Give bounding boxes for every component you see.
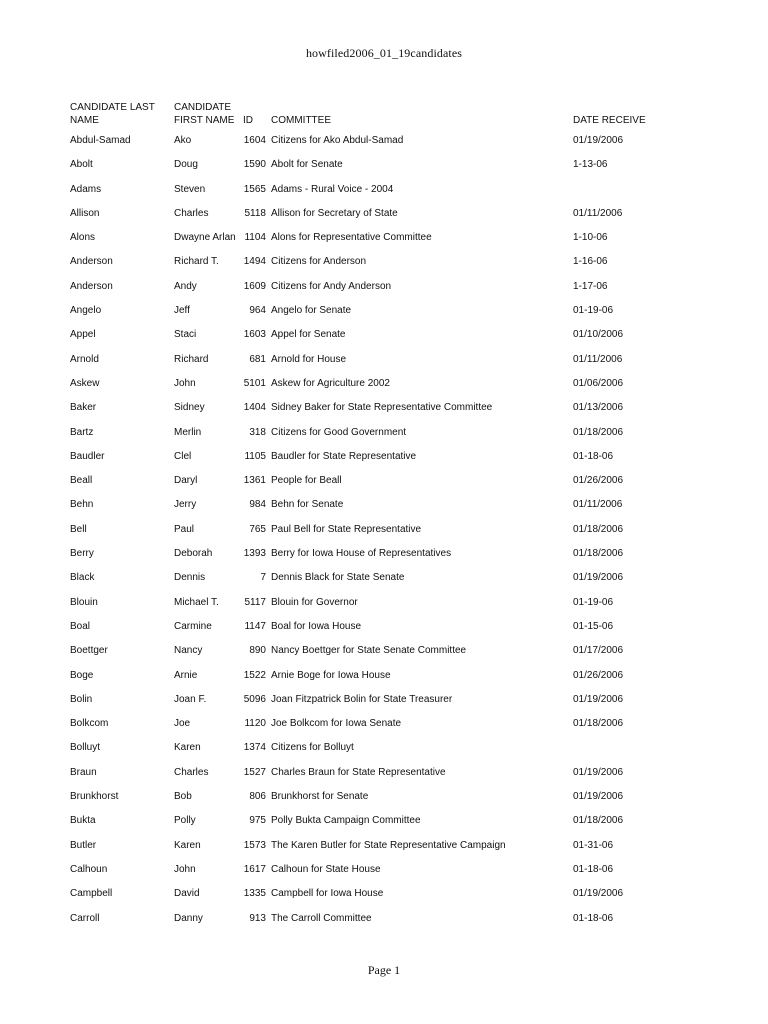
cell-first-name: Staci [174,329,197,341]
cell-last-name: Angelo [70,305,102,317]
header-line: NAME [70,114,99,126]
table-row [0,299,768,323]
cell-id: 1361 [243,475,266,487]
cell-first-name: Paul [174,523,195,535]
cell-first-name: Charles [174,766,209,778]
cell-committee: Blouin for Governor [271,596,358,608]
cell-last-name: Bolkcom [70,718,109,730]
cell-last-name: Beall [70,475,93,487]
cell-date-received: 01-15-06 [573,620,614,632]
cell-first-name: Dennis [174,572,206,584]
table-row [0,712,768,736]
cell-first-name: Karen [174,839,201,851]
cell-date-received: 1-13-06 [573,159,608,171]
cell-date-received: 01/18/2006 [573,426,624,438]
cell-first-name: David [174,888,200,900]
table-row [0,445,768,469]
cell-committee: Alons for Representative Committee [271,232,432,244]
cell-date-received: 01/11/2006 [573,499,623,511]
cell-date-received: 01/18/2006 [573,523,624,535]
cell-committee: Citizens for Ako Abdul-Samad [271,135,404,146]
cell-date-received: 1-16-06 [573,256,608,268]
cell-committee: The Carroll Committee [271,912,372,924]
cell-date-received: 01/18/2006 [573,548,624,560]
cell-first-name: Daryl [174,475,198,487]
cell-last-name: Abdul-Samad [70,135,131,146]
cell-committee: Appel for Senate [271,329,346,341]
cell-last-name: Butler [70,839,97,851]
header-line: CANDIDATE [174,102,232,113]
table-row [0,323,768,347]
header-line: FIRST NAME [174,114,235,126]
cell-first-name: Joan F. [174,693,207,705]
cell-first-name: Ako [174,135,192,146]
cell-last-name: Appel [70,329,96,341]
cell-committee: Citizens for Andy Anderson [271,280,392,292]
cell-id: 1573 [243,839,266,851]
cell-last-name: Allison [70,207,100,219]
cell-date-received: 01/11/2006 [573,207,623,219]
cell-date-received: 01/18/2006 [573,815,624,827]
cell-committee: Askew for Agriculture 2002 [271,377,390,389]
cell-id: 5101 [243,377,266,389]
cell-last-name: Boettger [70,645,108,657]
table-row [0,761,768,785]
cell-id: 890 [249,645,266,657]
cell-first-name: Doug [174,159,198,171]
cell-last-name: Bukta [70,815,96,827]
cell-id: 1335 [243,888,266,900]
cell-id: 1147 [244,620,266,632]
cell-date-received: 01-18-06 [573,863,614,875]
cell-id: 318 [249,426,266,438]
header-line: ID [243,114,253,126]
cell-committee: Angelo for Senate [271,305,352,317]
cell-id: 964 [249,305,266,317]
cell-first-name: Deborah [174,548,213,560]
cell-date-received: 01/10/2006 [573,329,624,341]
cell-id: 5117 [244,596,266,608]
cell-id: 913 [249,912,266,924]
cell-last-name: Anderson [70,256,113,268]
cell-date-received: 01-18-06 [573,912,614,924]
cell-committee: Charles Braun for State Representative [271,766,446,778]
cell-committee: Baudler for State Representative [271,450,417,462]
cell-id: 5096 [243,693,266,705]
cell-id: 1105 [244,450,266,462]
cell-last-name: Adams [70,183,102,195]
cell-date-received: 1-10-06 [573,232,608,244]
cell-date-received: 01/19/2006 [573,693,624,705]
table-row [0,202,768,226]
cell-committee: The Karen Butler for State Representative Campaign [271,839,506,851]
cell-id: 1617 [243,863,266,875]
cell-last-name: Carroll [70,912,100,924]
cell-committee: Joe Bolkcom for Iowa Senate [271,718,402,730]
cell-date-received: 01-19-06 [573,305,614,317]
cell-first-name: Dwayne Arlan [174,232,236,244]
cell-last-name: Calhoun [70,863,108,875]
cell-last-name: Berry [70,548,94,560]
cell-committee: Adams - Rural Voice - 2004 [271,183,394,195]
cell-committee: Behn for Senate [271,499,344,511]
cell-id: 1393 [243,548,266,560]
cell-last-name: Baudler [70,450,105,462]
cell-id: 681 [249,353,266,365]
header-id [243,97,253,127]
cell-committee: Sidney Baker for State Representative Committee [271,402,493,414]
table-row [0,153,768,177]
cell-committee: Dennis Black for State Senate [271,572,405,584]
cell-last-name: Bolluyt [70,742,101,754]
cell-date-received: 01/26/2006 [573,669,624,681]
cell-date-received: 01-18-06 [573,450,614,462]
cell-id: 1404 [243,402,266,414]
cell-first-name: Polly [174,815,196,827]
table-row [0,178,768,202]
table-row [0,664,768,688]
cell-committee: People for Beall [271,475,342,487]
cell-committee: Polly Bukta Campaign Committee [271,815,421,827]
cell-first-name: Charles [174,207,209,219]
cell-first-name: John [174,377,196,389]
candidate-table-body [0,129,768,931]
cell-date-received: 01-31-06 [573,839,614,851]
cell-id: 1603 [243,329,266,341]
table-row [0,469,768,493]
cell-first-name: Steven [174,183,206,195]
cell-id: 1522 [243,669,266,681]
table-row [0,688,768,712]
cell-committee: Citizens for Bolluyt [271,742,354,754]
table-row [0,250,768,274]
cell-date-received: 01/17/2006 [573,645,624,657]
header-committee [271,97,331,127]
cell-first-name: Nancy [174,645,203,657]
table-row [0,129,768,153]
cell-date-received: 01/26/2006 [573,475,624,487]
cell-first-name: Richard [174,353,209,365]
cell-committee: Citizens for Good Government [271,426,407,438]
header-line: DATE RECEIVE [573,114,646,126]
cell-first-name: Jerry [174,499,197,511]
cell-first-name: Richard T. [174,256,219,268]
cell-id: 7 [260,572,266,584]
cell-date-received: 01/19/2006 [573,766,624,778]
cell-committee: Nancy Boettger for State Senate Committee [271,645,467,657]
cell-first-name: Jeff [174,305,190,317]
table-row [0,785,768,809]
cell-first-name: Karen [174,742,201,754]
cell-committee: Campbell for Iowa House [271,888,384,900]
cell-last-name: Braun [70,766,97,778]
cell-committee: Boal for Iowa House [271,620,362,632]
cell-date-received: 01/19/2006 [573,572,624,584]
table-row [0,348,768,372]
cell-first-name: Clel [174,450,192,462]
cell-date-received: 1-17-06 [573,280,608,292]
cell-first-name: John [174,863,196,875]
table-header [0,97,768,127]
header-candidate-last-name [70,97,155,127]
cell-date-received: 01/19/2006 [573,888,624,900]
cell-id: 806 [249,791,266,803]
table-row [0,736,768,760]
cell-first-name: Carmine [174,620,212,632]
cell-committee: Arnold for House [271,353,347,365]
cell-committee: Calhoun for State House [271,863,381,875]
cell-first-name: Andy [174,280,197,292]
cell-id: 1604 [243,135,266,146]
cell-date-received: 01/11/2006 [573,353,623,365]
cell-date-received: 01/19/2006 [573,791,624,803]
cell-committee: Brunkhorst for Senate [271,791,369,803]
document-title: howfiled2006_01_19candidates [305,46,463,60]
cell-last-name: Campbell [70,888,113,900]
table-row [0,858,768,882]
table-row [0,421,768,445]
table-row [0,882,768,906]
cell-id: 765 [249,523,266,535]
cell-last-name: Bolin [70,693,93,705]
cell-first-name: Arnie [174,669,198,681]
cell-id: 1494 [243,256,266,268]
page-number: Page 1 [367,963,401,977]
cell-committee: Joan Fitzpatrick Bolin for State Treasurer [271,693,453,705]
cell-date-received: 01/18/2006 [573,718,624,730]
table-row [0,396,768,420]
cell-last-name: Blouin [70,596,98,608]
cell-first-name: Sidney [174,402,205,414]
cell-last-name: Boal [70,620,91,632]
cell-last-name: Bell [70,523,87,535]
header-date-received [573,97,646,127]
cell-first-name: Merlin [174,426,202,438]
cell-id: 975 [249,815,266,827]
header-line: COMMITTEE [271,114,331,126]
cell-date-received: 01-19-06 [573,596,614,608]
table-row [0,591,768,615]
cell-committee: Allison for Secretary of State [271,207,398,219]
cell-id: 1609 [243,280,266,292]
cell-committee: Paul Bell for State Representative [271,523,422,535]
table-row [0,566,768,590]
table-row [0,639,768,663]
cell-last-name: Behn [70,499,94,511]
cell-id: 1374 [243,742,266,754]
cell-last-name: Arnold [70,353,99,365]
cell-date-received: 01/13/2006 [573,402,624,414]
cell-id: 5118 [244,207,266,219]
cell-id: 1527 [243,766,266,778]
table-row [0,226,768,250]
table-row [0,518,768,542]
table-row [0,493,768,517]
cell-last-name: Anderson [70,280,113,292]
table-row [0,907,768,931]
table-row [0,834,768,858]
cell-committee: Berry for Iowa House of Representatives [271,548,452,560]
cell-committee: Abolt for Senate [271,159,343,171]
table-row [0,615,768,639]
cell-id: 1565 [243,183,266,195]
cell-id: 1590 [243,159,266,171]
cell-last-name: Bartz [70,426,94,438]
cell-last-name: Baker [70,402,97,414]
cell-last-name: Alons [70,232,96,244]
cell-first-name: Bob [174,791,192,803]
cell-date-received: 01/19/2006 [573,135,624,146]
table-row [0,809,768,833]
table-row [0,372,768,396]
cell-last-name: Brunkhorst [70,791,119,803]
cell-date-received: 01/06/2006 [573,377,624,389]
table-row [0,542,768,566]
cell-first-name: Danny [174,912,203,924]
cell-last-name: Askew [70,377,100,389]
cell-committee: Citizens for Anderson [271,256,367,268]
table-row [0,275,768,299]
cell-id: 1120 [244,718,266,730]
cell-last-name: Black [70,572,95,584]
cell-first-name: Joe [174,718,191,730]
cell-first-name: Michael T. [174,596,219,608]
header-candidate-first-name [174,97,234,127]
cell-last-name: Boge [70,669,94,681]
header-line: CANDIDATE LAST [70,102,155,113]
cell-id: 1104 [244,232,266,244]
cell-committee: Arnie Boge for Iowa House [271,669,391,681]
cell-id: 984 [249,499,266,511]
cell-last-name: Abolt [70,159,93,171]
